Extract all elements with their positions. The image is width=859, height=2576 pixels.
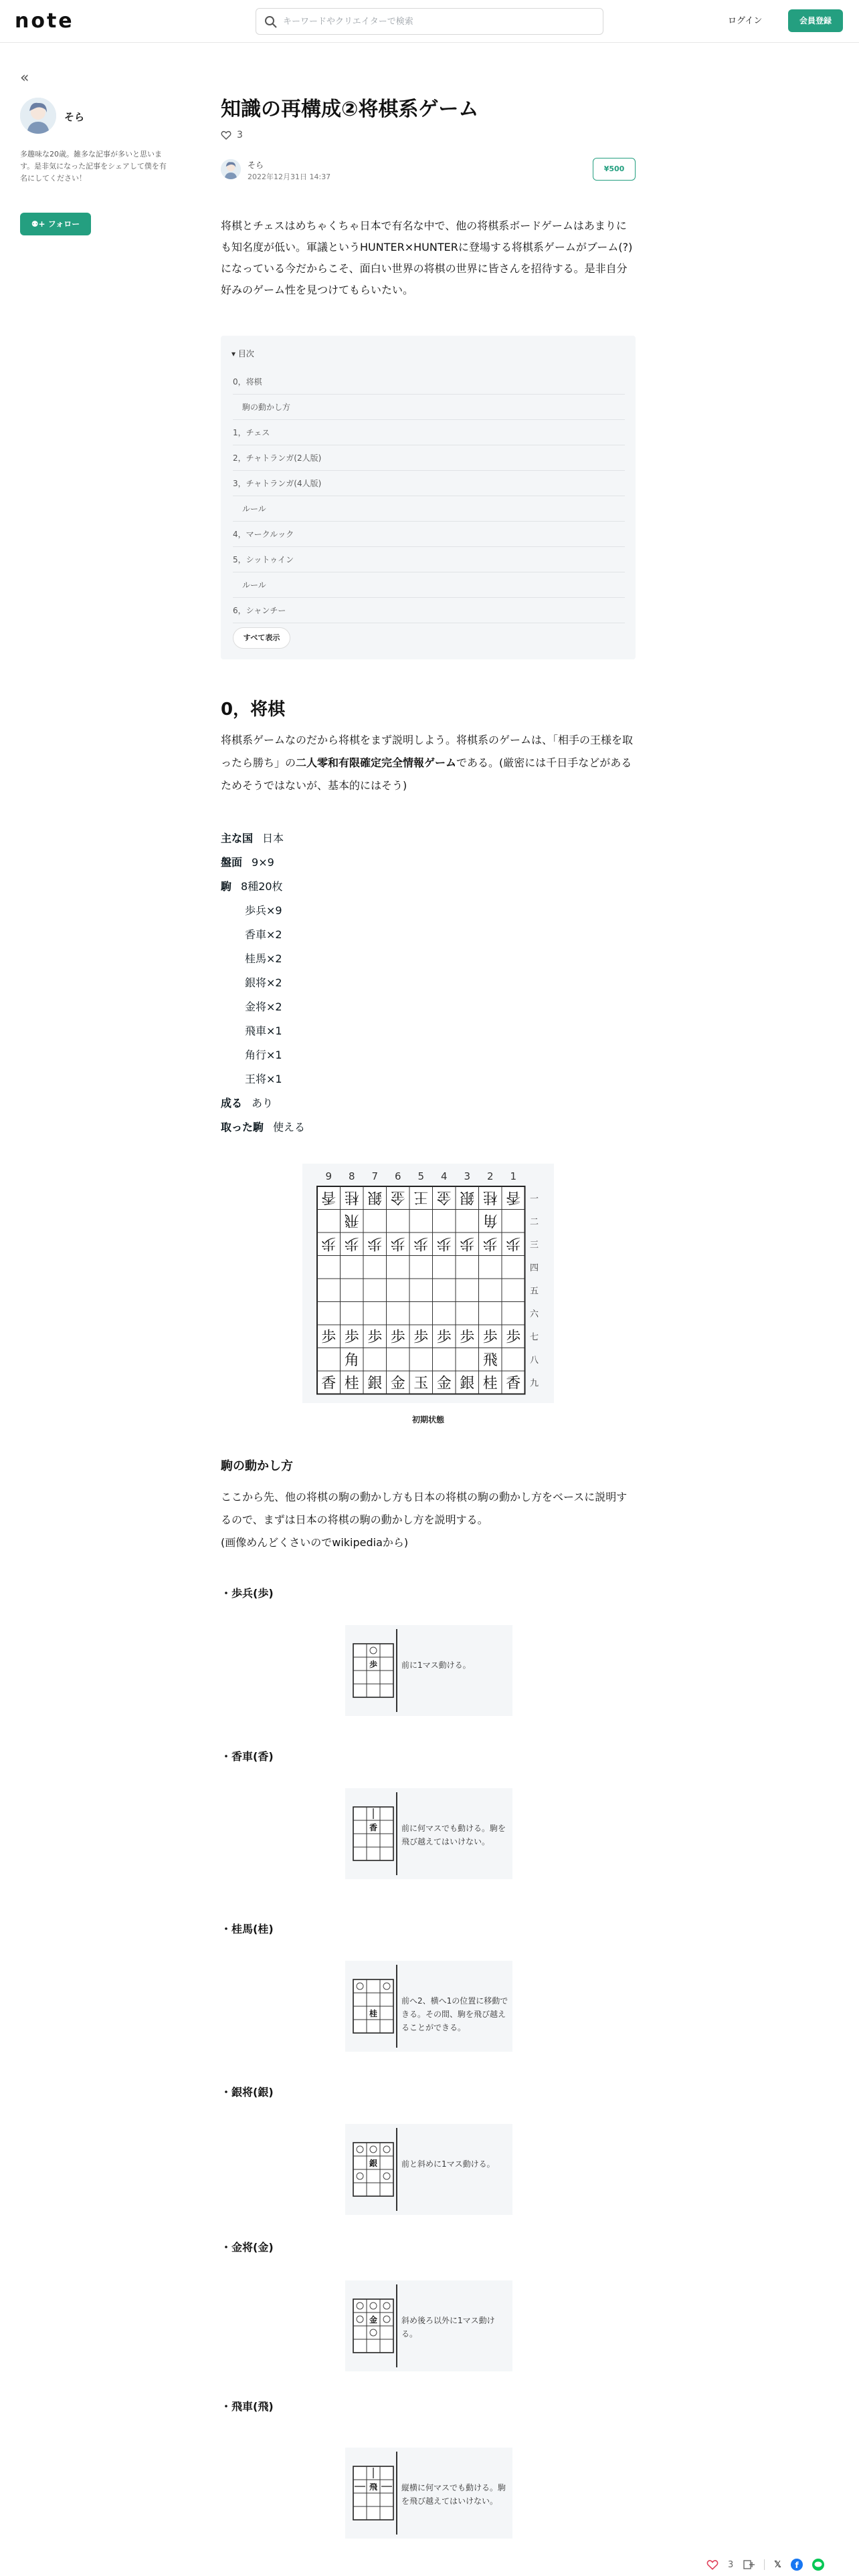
piece-heading: ・桂馬(桂) bbox=[221, 1923, 274, 1935]
shogi-board bbox=[302, 1164, 554, 1403]
fact-row bbox=[221, 947, 636, 971]
author-row bbox=[221, 158, 636, 185]
board-piece: 歩 bbox=[321, 1329, 337, 1346]
fact-row bbox=[221, 1067, 636, 1091]
card-divider bbox=[396, 2452, 397, 2535]
top-navbar bbox=[0, 0, 859, 43]
fact-row bbox=[221, 923, 636, 947]
board-row-label: 九 bbox=[529, 1378, 539, 1389]
board-piece: 歩 bbox=[482, 1329, 498, 1346]
board-piece: 飛 bbox=[344, 1211, 359, 1228]
search-input[interactable] bbox=[283, 11, 591, 31]
toc-toggle[interactable] bbox=[231, 348, 254, 359]
floating-action-bar bbox=[706, 2556, 854, 2573]
toc-item[interactable]: ルール bbox=[233, 572, 625, 598]
board-column-label: 1 bbox=[510, 1170, 517, 1182]
board-piece: 歩 bbox=[413, 1329, 429, 1346]
login-link[interactable]: ログイン bbox=[728, 16, 763, 26]
piece-move-description: 前に何マスでも動ける。駒を飛び越えてはいけない。 bbox=[401, 1824, 506, 1846]
piece-move-description: 前と斜めに1マス動ける。 bbox=[401, 2159, 495, 2169]
caret-down-icon: ▾ bbox=[231, 349, 236, 358]
board-row-label: 二 bbox=[529, 1216, 539, 1227]
piece-move-description: 前へ2、横へ1の位置に移動できる。その間、駒を飛び越えることができる。 bbox=[401, 1996, 508, 2032]
piece-move-diagram bbox=[352, 1974, 395, 2038]
toc-heading: 目次 bbox=[237, 349, 254, 358]
board-piece: 角 bbox=[482, 1211, 498, 1228]
piece-move-card bbox=[345, 2124, 512, 2215]
share-divider bbox=[764, 2559, 765, 2570]
board-piece: 金 bbox=[390, 1375, 405, 1392]
signup-button[interactable]: 会員登録 bbox=[788, 9, 843, 32]
mini-piece: 桂 bbox=[369, 2009, 378, 2018]
board-piece: 桂 bbox=[344, 1375, 359, 1392]
board-piece: 銀 bbox=[367, 1188, 383, 1206]
fact-value: 使える bbox=[273, 1121, 306, 1134]
piece-move-description: 縦横に何マスでも動ける。駒を飛び越えてはいけない。 bbox=[401, 2483, 506, 2506]
price-button[interactable]: ¥500 bbox=[593, 158, 636, 181]
line-share-icon[interactable] bbox=[812, 2559, 824, 2571]
board-column-label: 9 bbox=[325, 1170, 332, 1182]
author-avatar-small[interactable] bbox=[221, 159, 241, 179]
fact-value: 香車×2 bbox=[245, 928, 282, 941]
board-piece: 香 bbox=[506, 1375, 521, 1392]
fact-row bbox=[221, 1115, 636, 1140]
fact-row bbox=[221, 995, 636, 1019]
shogi-description-part2: である。(厳密には千日手などがあるためそうではないが、基本的にはそう) bbox=[221, 756, 632, 792]
article-title: 知識の再構成②将棋系ゲーム bbox=[221, 98, 479, 121]
board-piece: 玉 bbox=[413, 1375, 429, 1392]
collapse-sidebar-icon[interactable]: « bbox=[20, 70, 29, 86]
piece-heading: ・香車(香) bbox=[221, 1750, 274, 1763]
facebook-share-icon[interactable] bbox=[791, 2559, 803, 2571]
toc-item[interactable]: 5，シットゥイン bbox=[233, 547, 625, 572]
moves-note: (画像めんどくさいのでwikipediaから) bbox=[221, 1536, 409, 1549]
fact-row bbox=[221, 1019, 636, 1043]
heart-icon[interactable] bbox=[221, 130, 231, 140]
board-column-label: 8 bbox=[348, 1170, 355, 1182]
card-divider bbox=[396, 1965, 397, 2048]
fact-row bbox=[221, 1091, 636, 1115]
board-piece: 歩 bbox=[344, 1235, 359, 1252]
card-divider bbox=[396, 2128, 397, 2211]
board-row-label: 五 bbox=[529, 1286, 539, 1297]
toc-item[interactable]: 駒の動かし方 bbox=[233, 395, 625, 420]
fact-label: 駒 bbox=[221, 880, 232, 893]
board-row-label: 八 bbox=[529, 1355, 539, 1366]
board-piece: 歩 bbox=[482, 1235, 498, 1252]
moves-paragraph: ここから先、他の将棋の駒の動かし方も日本の将棋の駒の動かし方をベースに説明するので、まずは日本の将棋の駒の動かし方を説明する。 bbox=[221, 1491, 628, 1526]
card-divider bbox=[396, 1792, 397, 1875]
shogi-description-bold: 二人零和有限確定完全情報ゲーム bbox=[296, 756, 457, 769]
board-piece: 銀 bbox=[367, 1375, 383, 1392]
card-divider bbox=[396, 1629, 397, 1712]
board-piece: 歩 bbox=[460, 1329, 475, 1346]
toc-item[interactable]: 1，チェス bbox=[233, 420, 625, 445]
publish-date: 2022年12月31日 14:37 bbox=[248, 173, 331, 181]
board-piece: 金 bbox=[390, 1188, 405, 1206]
fact-row bbox=[221, 875, 636, 899]
search-box[interactable] bbox=[256, 8, 603, 35]
piece-move-diagram bbox=[352, 1802, 395, 1866]
fact-value: 銀将×2 bbox=[245, 976, 282, 989]
board-piece: 飛 bbox=[482, 1352, 498, 1369]
board-column-label: 7 bbox=[371, 1170, 379, 1182]
shogi-facts bbox=[221, 827, 636, 1140]
follow-label: フォロー bbox=[47, 219, 80, 229]
board-row-label: 四 bbox=[529, 1263, 539, 1273]
table-of-contents bbox=[221, 336, 636, 659]
board-piece: 香 bbox=[321, 1188, 337, 1206]
board-piece: 歩 bbox=[436, 1329, 452, 1346]
fact-row bbox=[221, 1043, 636, 1067]
board-piece: 銀 bbox=[460, 1375, 475, 1392]
board-piece: 歩 bbox=[460, 1235, 475, 1252]
board-piece: 歩 bbox=[367, 1329, 383, 1346]
board-caption: 初期状態 bbox=[411, 1415, 444, 1424]
magazine-add-icon[interactable] bbox=[743, 2559, 755, 2571]
piece-move-diagram bbox=[352, 2294, 395, 2358]
card-divider bbox=[396, 2284, 397, 2367]
avatar-illustration-icon bbox=[20, 98, 56, 134]
board-piece: 桂 bbox=[482, 1188, 498, 1206]
piece-move-card bbox=[345, 1625, 512, 1716]
board-row-label: 三 bbox=[529, 1240, 539, 1251]
fact-value: 飛車×1 bbox=[245, 1025, 282, 1037]
fact-value: 角行×1 bbox=[245, 1049, 282, 1061]
board-piece: 歩 bbox=[506, 1235, 521, 1252]
mini-piece: 歩 bbox=[369, 1660, 378, 1669]
piece-heading: ・金将(金) bbox=[221, 2241, 274, 2254]
toc-item[interactable]: ルール bbox=[233, 496, 625, 522]
board-piece: 歩 bbox=[390, 1329, 405, 1346]
search-icon bbox=[264, 15, 278, 29]
board-piece: 香 bbox=[506, 1188, 521, 1206]
board-piece: 角 bbox=[344, 1352, 359, 1369]
mini-piece: 金 bbox=[369, 2315, 378, 2325]
shogi-description bbox=[221, 729, 636, 797]
fact-row bbox=[221, 899, 636, 923]
fact-label: 主な国 bbox=[221, 832, 254, 845]
fact-row bbox=[221, 851, 636, 875]
toc-item[interactable]: 0，将棋 bbox=[233, 369, 625, 395]
floating-like-count: 3 bbox=[728, 2559, 734, 2570]
board-piece: 歩 bbox=[367, 1235, 383, 1252]
toc-item[interactable]: 2，チャトランガ(2人版) bbox=[233, 445, 625, 471]
board-column-label: 3 bbox=[464, 1170, 471, 1182]
board-column-label: 2 bbox=[486, 1170, 494, 1182]
fact-label: 取った駒 bbox=[221, 1121, 264, 1134]
board-piece: 歩 bbox=[436, 1235, 452, 1252]
board-piece: 歩 bbox=[344, 1329, 359, 1346]
piece-move-card bbox=[345, 1788, 512, 1879]
sidebar-author-bio: 多趣味な20歳。雑多な記事が多いと思います。是非気になった記事をシェアして僕を有名にしてください！ bbox=[20, 150, 167, 183]
author-name[interactable]: そら bbox=[248, 160, 264, 170]
toc-item[interactable]: 3，チャトランガ(4人版) bbox=[233, 471, 625, 496]
piece-heading: ・銀将(銀) bbox=[221, 2086, 274, 2099]
board-piece: 香 bbox=[321, 1375, 337, 1392]
fact-value: 8種20枚 bbox=[241, 880, 283, 893]
piece-move-card bbox=[345, 1961, 512, 2052]
fact-value: あり bbox=[252, 1097, 274, 1109]
toc-show-all-button[interactable]: すべて表示 bbox=[233, 627, 290, 649]
mini-piece: 銀 bbox=[369, 2159, 378, 2168]
like-count: 3 bbox=[237, 130, 243, 140]
board-piece: 桂 bbox=[344, 1188, 359, 1206]
heart-icon[interactable] bbox=[706, 2559, 719, 2571]
board-column-label: 4 bbox=[440, 1170, 448, 1182]
fact-row bbox=[221, 971, 636, 995]
board-piece: 歩 bbox=[390, 1235, 405, 1252]
follow-button[interactable] bbox=[20, 213, 91, 235]
note-logo[interactable]: note bbox=[15, 9, 74, 33]
like-counter[interactable] bbox=[221, 130, 243, 140]
toc-item[interactable]: 6，シャンチー bbox=[233, 598, 625, 623]
svg-text:f: f bbox=[795, 2561, 799, 2570]
board-piece: 金 bbox=[436, 1188, 452, 1206]
board-piece: 桂 bbox=[482, 1375, 498, 1392]
piece-move-card bbox=[345, 2280, 512, 2371]
avatar-illustration-icon bbox=[221, 159, 241, 179]
piece-move-diagram bbox=[352, 1638, 395, 1703]
toc-item[interactable]: 4，マークルック bbox=[233, 522, 625, 547]
shogi-description-part1: 将棋系ゲームなのだから将棋をまず説明しよう。将棋系のゲームは、「相手の王様を取ったら勝ち」の bbox=[221, 734, 634, 769]
fact-value: 日本 bbox=[262, 832, 284, 845]
board-piece: 歩 bbox=[413, 1235, 429, 1252]
board-piece: 王 bbox=[413, 1188, 429, 1206]
board-row-label: 六 bbox=[529, 1309, 539, 1319]
section-heading-shogi: 0，将棋 bbox=[221, 700, 286, 720]
person-plus-icon: ⚉+ bbox=[31, 219, 45, 229]
board-row-label: 七 bbox=[529, 1332, 539, 1343]
fact-label: 盤面 bbox=[221, 856, 243, 869]
board-row-label: 一 bbox=[529, 1194, 539, 1204]
board-piece: 歩 bbox=[321, 1235, 337, 1252]
piece-move-description: 斜め後ろ以外に1マス動ける。 bbox=[401, 2316, 495, 2339]
piece-move-card bbox=[345, 2448, 512, 2539]
x-share-icon[interactable]: 𝕏 bbox=[774, 2559, 781, 2570]
moves-heading: 駒の動かし方 bbox=[221, 1459, 293, 1473]
fact-value: 王将×1 bbox=[245, 1073, 282, 1085]
board-piece: 銀 bbox=[460, 1188, 475, 1206]
piece-move-diagram bbox=[352, 2137, 395, 2202]
shogi-board-figure bbox=[302, 1164, 554, 1403]
piece-heading: ・歩兵(歩) bbox=[221, 1587, 274, 1600]
mini-piece: 飛 bbox=[369, 2482, 378, 2492]
mini-piece: 香 bbox=[369, 1823, 378, 1832]
piece-move-diagram bbox=[352, 2461, 395, 2525]
author-avatar[interactable] bbox=[20, 98, 56, 134]
board-piece: 歩 bbox=[506, 1329, 521, 1346]
piece-move-description: 前に1マス動ける。 bbox=[401, 1660, 471, 1670]
fact-value: 歩兵×9 bbox=[245, 904, 282, 917]
board-column-label: 6 bbox=[394, 1170, 401, 1182]
intro-paragraph: 将棋とチェスはめちゃくちゃ日本で有名な中で、他の将棋系ボードゲームはあまりにも知名度が低い。軍議というHUNTER×HUNTERに登場する将棋系ゲームがブーム(?)になっている今だからこそ、面白い世界の将棋の世界に皆さんを招待する。是非自分好みのゲーム性を見つけてもらいたい。 bbox=[221, 219, 633, 296]
fact-value: 9×9 bbox=[252, 856, 274, 869]
board-piece: 金 bbox=[436, 1375, 452, 1392]
piece-heading: ・飛車(飛) bbox=[221, 2400, 274, 2413]
board-column-label: 5 bbox=[417, 1170, 425, 1182]
fact-row bbox=[221, 827, 636, 851]
fact-label: 成る bbox=[221, 1097, 243, 1109]
sidebar-author-name[interactable]: そら bbox=[64, 111, 85, 123]
fact-value: 金将×2 bbox=[245, 1000, 282, 1013]
fact-value: 桂馬×2 bbox=[245, 952, 282, 965]
